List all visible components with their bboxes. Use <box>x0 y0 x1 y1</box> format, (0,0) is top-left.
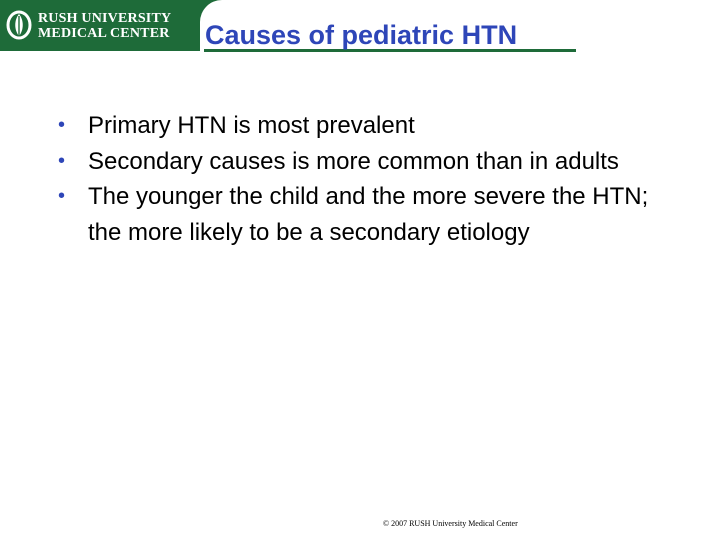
bullet-text: Secondary causes is more common than in adults <box>88 147 619 175</box>
bullet-text: The younger the child and the more severe the HTN; the more likely to be a secondary etiology <box>88 183 649 246</box>
bullet-marker: • <box>58 149 66 172</box>
logo-text-line1: RUSH UNIVERSITY <box>38 11 172 26</box>
rush-oak-leaf-icon <box>6 10 32 40</box>
bullet-text: Primary HTN is most prevalent <box>88 112 415 139</box>
slide-title: Causes of pediatric HTN <box>205 20 518 50</box>
bullet-marker: • <box>58 185 66 207</box>
copyright-footer: © 2007 RUSH University Medical Center <box>383 519 518 528</box>
logo-text-line2: MEDICAL CENTER <box>38 26 170 41</box>
bullet-item <box>58 179 658 250</box>
bullet-list <box>58 108 658 250</box>
bullet-marker: • <box>58 114 66 136</box>
rush-logo <box>0 0 200 51</box>
bullet-item <box>58 144 658 180</box>
bullet-item <box>58 108 658 144</box>
